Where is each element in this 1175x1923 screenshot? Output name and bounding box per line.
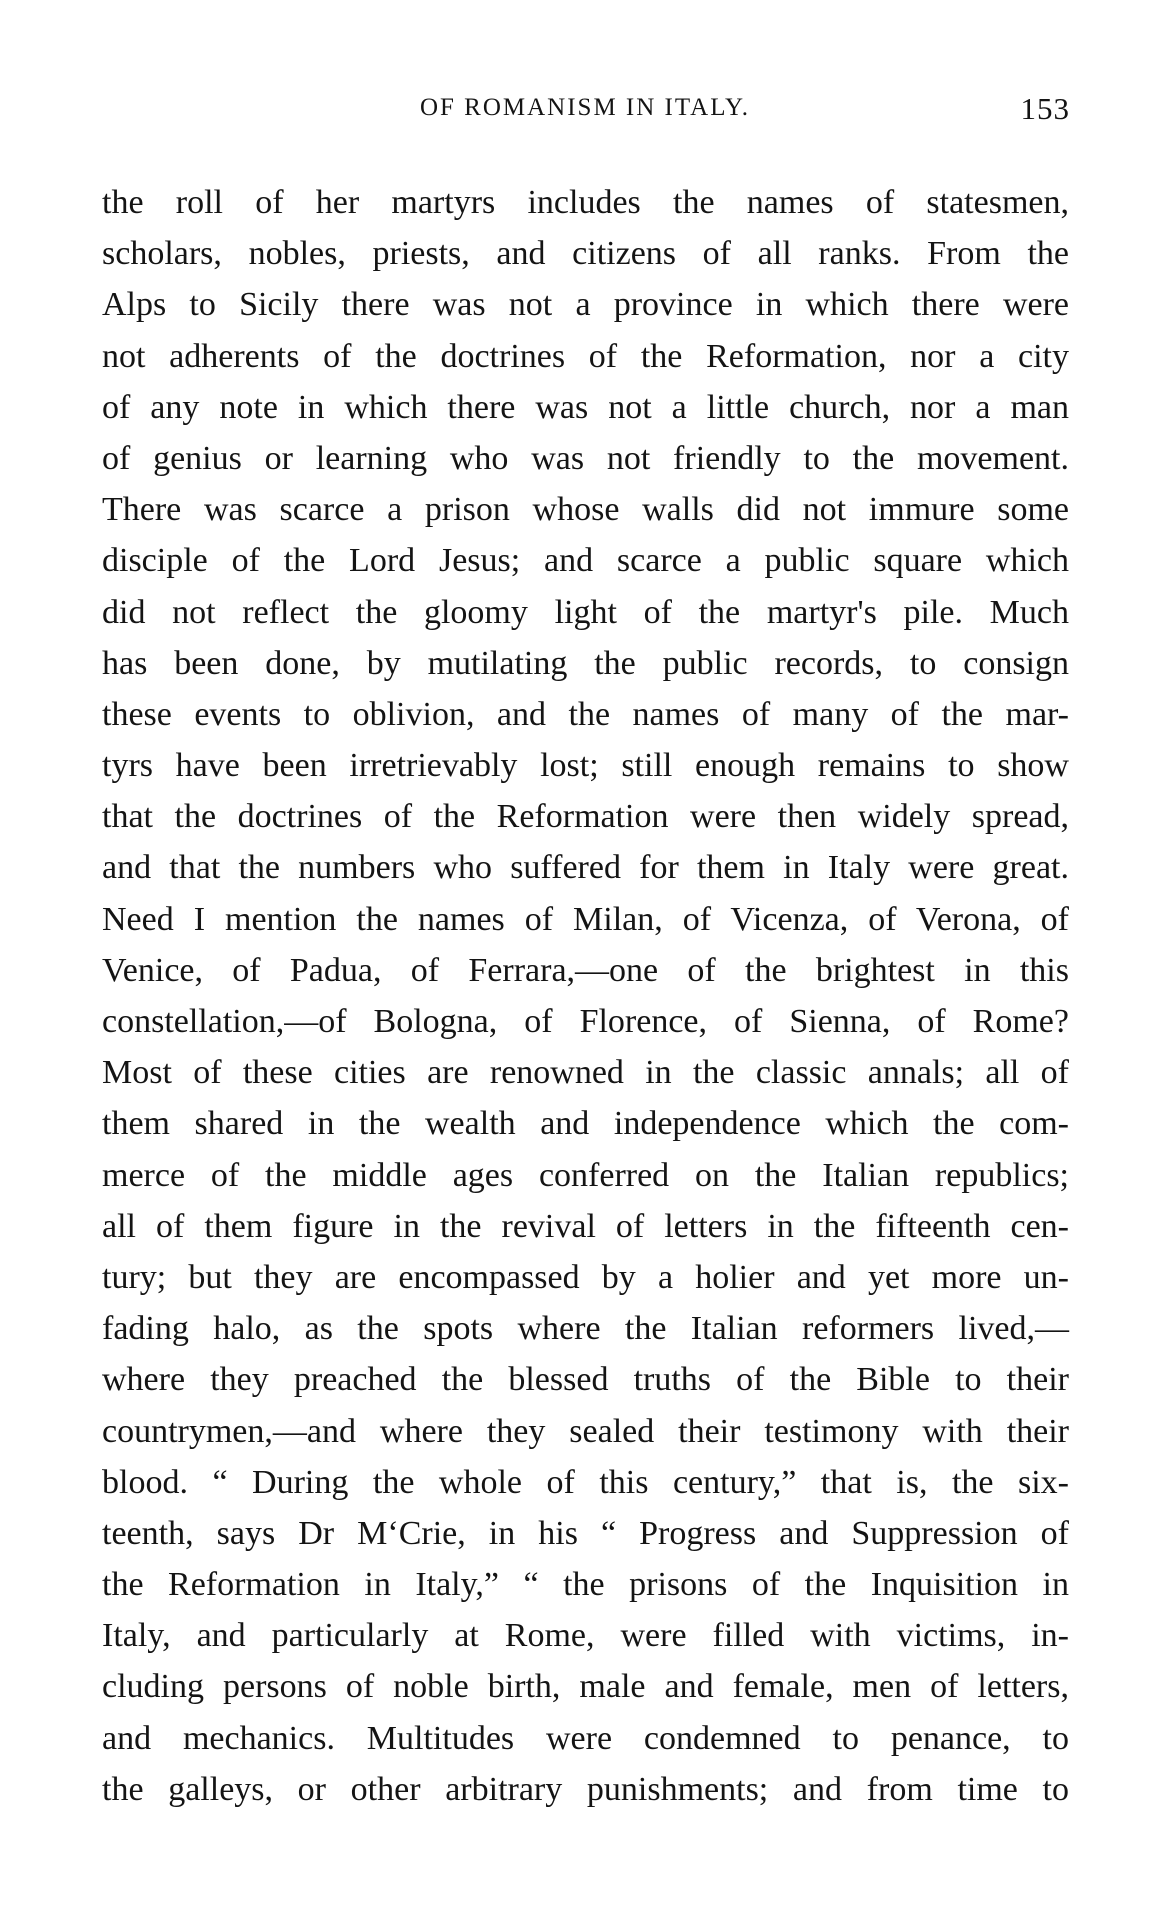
text-line: scholars, nobles, priests, and citizens of all ranks. From the bbox=[102, 235, 1069, 273]
text-line: of genius or learning who was not friendly to the movement. bbox=[102, 439, 1069, 477]
text-line: merce of the middle ages conferred on the Italian republics; bbox=[102, 1156, 1069, 1194]
running-head bbox=[100, 91, 1070, 134]
running-title: OF ROMANISM IN ITALY. bbox=[419, 94, 751, 121]
text-line: has been done, by mutilating the public records, to consign bbox=[102, 644, 1069, 682]
text-line: that the doctrines of the Reformation were then widely spread, bbox=[102, 798, 1069, 836]
text-line: Alps to Sicily there was not a province in which there were bbox=[102, 286, 1069, 324]
text-line: Need I mention the names of Milan, of Vicenza, of Verona, of bbox=[102, 900, 1069, 938]
text-line: of any note in which there was not a little church, nor a man bbox=[102, 388, 1069, 426]
text-line: did not reflect the gloomy light of the martyr's pile. Much bbox=[102, 593, 1069, 631]
text-line: all of them figure in the revival of letters in the fifteenth cen- bbox=[102, 1207, 1069, 1245]
text-line: the Reformation in Italy,” “ the prisons of the Inquisition in bbox=[102, 1566, 1069, 1604]
text-line: Most of these cities are renowned in the classic annals; all of bbox=[102, 1054, 1069, 1092]
text-line: where they preached the blessed truths of the Bible to their bbox=[102, 1361, 1069, 1399]
text-line: them shared in the wealth and independence which the com- bbox=[102, 1105, 1069, 1143]
text-line: fading halo, as the spots where the Italian reformers lived,— bbox=[102, 1310, 1069, 1348]
text-line: Italy, and particularly at Rome, were filled with victims, in- bbox=[102, 1617, 1069, 1655]
text-line: constellation,—of Bologna, of Florence, of Sienna, of Rome? bbox=[102, 1003, 1069, 1040]
body-text bbox=[102, 177, 1069, 1815]
text-line: the galleys, or other arbitrary punishments; and from time to bbox=[102, 1770, 1069, 1808]
text-line: these events to oblivion, and the names of many of the mar- bbox=[102, 695, 1069, 733]
text-line: the roll of her martyrs includes the names of statesmen, bbox=[102, 184, 1069, 221]
text-line: not adherents of the doctrines of the Reformation, nor a city bbox=[102, 337, 1069, 375]
text-line: and that the numbers who suffered for them in Italy were great. bbox=[102, 849, 1069, 887]
text-line: countrymen,—and where they sealed their testimony with their bbox=[102, 1412, 1069, 1450]
text-line: Venice, of Padua, of Ferrara,—one of the brightest in this bbox=[102, 951, 1069, 989]
text-line: teenth, says Dr M‘Crie, in his “ Progress and Suppression of bbox=[102, 1514, 1069, 1552]
text-line: blood. “ During the whole of this century,” that is, the six- bbox=[102, 1463, 1069, 1501]
text-line: tury; but they are encompassed by a holier and yet more un- bbox=[102, 1258, 1069, 1296]
text-line: and mechanics. Multitudes were condemned to penance, to bbox=[102, 1719, 1069, 1757]
text-line: tyrs have been irretrievably lost; still enough remains to show bbox=[102, 747, 1069, 785]
text-line: cluding persons of noble birth, male and female, men of letters, bbox=[102, 1668, 1069, 1706]
page-number: 153 bbox=[1020, 91, 1070, 126]
text-line: There was scarce a prison whose walls did not immure some bbox=[102, 491, 1069, 529]
text-line: disciple of the Lord Jesus; and scarce a public square which bbox=[102, 542, 1069, 580]
